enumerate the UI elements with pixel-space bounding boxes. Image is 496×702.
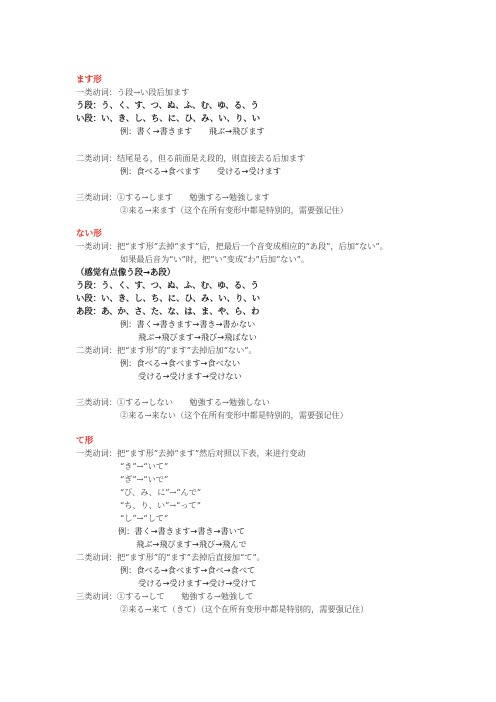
masu-group2-rule: 二类动词：结尾是る，但る前面是え段的，则直接去る后加ます <box>76 153 306 163</box>
te-group2-rule: 二类动词：把“ます形”的“ます”去掉后直接加“て”。 <box>76 552 265 562</box>
te-map-gi: “ぎ”→“いで” <box>120 474 169 484</box>
nai-group2-rule: 二类动词：把“ます形”的“ます”去掉后加“ない”。 <box>76 345 257 355</box>
masu-i-row: い段：い、き、し、ち、に、ひ、み、い、り、い <box>76 113 261 123</box>
te-group3-rule-2: ②来る→来て（きて）（这个在所有变形中都是特别的，需要强记住） <box>120 604 369 614</box>
masu-group1-rule: 一类动词：う段→い段后加ます <box>76 87 190 97</box>
nai-group1-rule: 一类动词：把“ます形”去掉“ます”后，把最后一个音变成相应的“あ段”，后加“ない”。 <box>76 241 388 251</box>
te-group1-example-1: 例：書く→書きます→書き→書いて <box>118 526 246 536</box>
nai-i-row: い段：い、き、し、ち、に、ひ、み、い、り、い <box>76 293 261 303</box>
te-group2-example-1: 例：食べる→食べます→食べ→食べて <box>120 565 256 575</box>
te-group3-rule: 三类动词：①する→して 勉強する→勉強して <box>76 591 254 601</box>
masu-u-row: う段：う、く、す、つ、ぬ、ふ、む、ゆ、る、う <box>76 100 259 110</box>
te-map-chi-ri-i: “ち、り、い”→“って” <box>120 500 201 510</box>
te-group1-rule: 一类动词：把“ます形”去掉“ます”然后对照以下表，来进行变动 <box>76 448 306 458</box>
nai-group3-rule-2: ②来る→来ない（这个在所有变形中都是特别的，需要强记住） <box>120 410 348 420</box>
masu-group3-rule: 三类动词：①する→します 勉強する→勉強します <box>76 192 270 202</box>
masu-group3-rule-2: ②来る→来ます（这个在所有变形中都是特别的，需要强记住） <box>120 205 348 215</box>
te-group2-example-2: 受ける→受けます→受け→受けて <box>138 578 257 588</box>
te-heading: て形 <box>76 436 94 446</box>
nai-u-row: う段：う、く、す、つ、ぬ、ふ、む、ゆ、る、う <box>76 280 259 290</box>
te-map-shi: “し”→“して” <box>120 513 169 523</box>
masu-group2-example: 例：食べる→食べます 受ける→受けます <box>120 166 282 176</box>
nai-a-row: あ段：あ、か、さ、た、な、は、ま、や、ら、わ <box>76 306 260 316</box>
te-group1-example-2: 飛ぶ→飛びます→飛び→飛んで <box>136 539 247 549</box>
nai-tip: （感觉有点像う段→あ段） <box>76 267 176 277</box>
nai-group1-example-2: 飛ぶ→飛びます→飛び→飛ばない <box>138 332 257 342</box>
masu-group1-example: 例：書く→書きます 飛ぶ→飛びます <box>120 126 265 136</box>
nai-group1-note: 如果最后音为“い”时，把“い”变成“わ”后加“ない”。 <box>120 254 310 264</box>
nai-heading: ない形 <box>76 229 102 239</box>
te-map-ki: “き”→“いて” <box>120 461 169 471</box>
nai-group3-rule: 三类动词：①する→しない 勉強する→勉強しない <box>76 397 270 407</box>
te-map-bi-mi-ni: “び、み、に”→“んで” <box>120 487 202 497</box>
nai-group2-example-1: 例：食べる→食べます→食べない <box>120 358 241 368</box>
nai-group1-example-1: 例：書く→書きます→書き→書かない <box>120 319 256 329</box>
masu-heading: ます形 <box>76 75 102 85</box>
nai-group2-example-2: 受ける→受けます→受けない <box>138 371 242 381</box>
